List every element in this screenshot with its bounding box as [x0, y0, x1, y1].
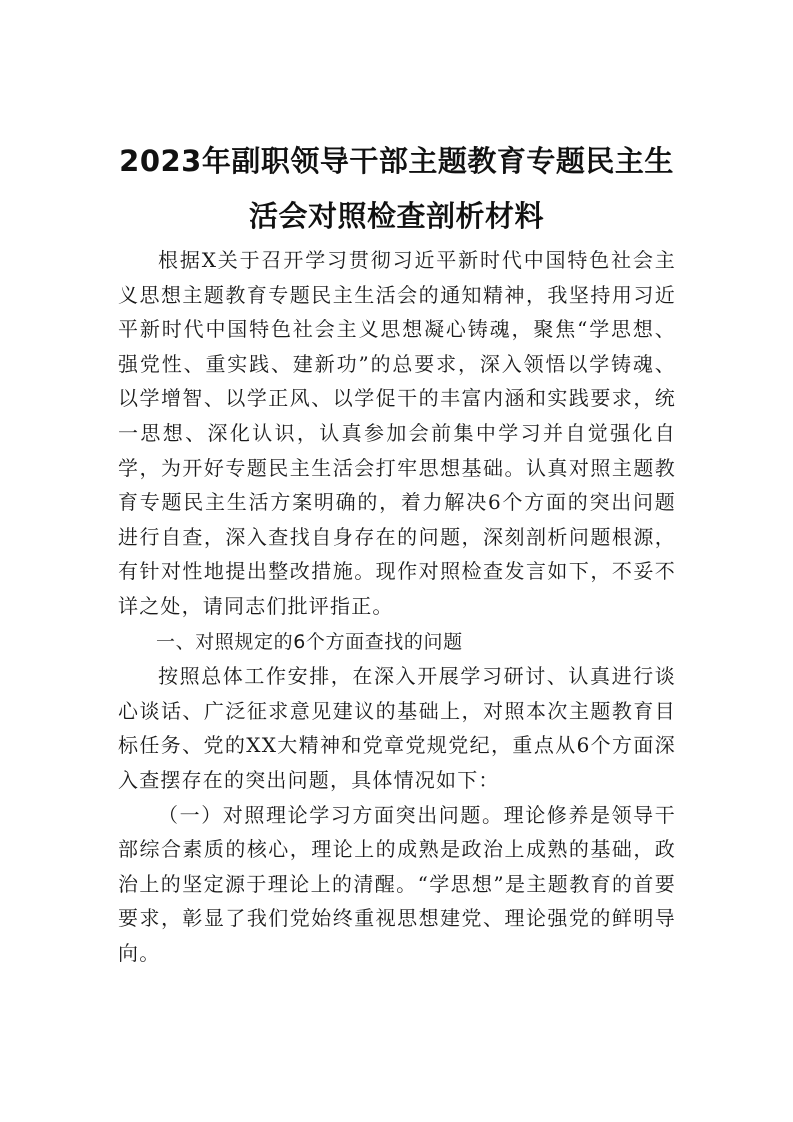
intro-paragraph: 根据X关于召开学习贯彻习近平新时代中国特色社会主义思想主题教育专题民主生活会的通知精神，我坚持用习近平新时代中国特色社会主义思想凝心铸魂，聚焦“学思想、强党性、重实践、建新功”的总要求，深入领悟以学铸魂、以学增智、以学正风、以学促干的丰富内涵和实践要求，统一思想、深化认识，认真参加会前集中学习并自觉强化自学，为开好专题民主生活会打牢思想基础。认真对照主题教育专题民主生活方案明确的，着力解决6个方面的突出问题进行自查，深入查找自身存在的问题，深刻剖析问题根源，有针对性地提出整改措施。现作对照检查发言如下，不妥不详之处，请同志们批评指正。 [118, 248, 676, 618]
document-title-line-1: 2023年副职领导干部主题教育专题民主生 [119, 144, 674, 178]
document-title-line-2: 活会对照检查剖析材料 [248, 199, 544, 233]
subsection-1-paragraph: （一）对照理论学习方面突出问题。理论修养是领导干部综合素质的核心，理论上的成熟是政治上成熟的基础，政治上的坚定源于理论上的清醒。“学思想”是主题教育的首要要求，彰显了我们党始终重视思想建党、理论强党的鲜明导向。 [118, 802, 676, 965]
section-1-paragraph: 按照总体工作安排，在深入开展学习研讨、认真进行谈心谈话、广泛征求意见建议的基础上，对照本次主题教育目标任务、党的XX大精神和党章党规党纪，重点从6个方面深入查摆存在的突出问题，具体情况如下： [118, 664, 676, 792]
document-body [118, 243, 676, 970]
section-heading-1: 一、对照规定的6个方面查找的问题 [156, 630, 463, 653]
